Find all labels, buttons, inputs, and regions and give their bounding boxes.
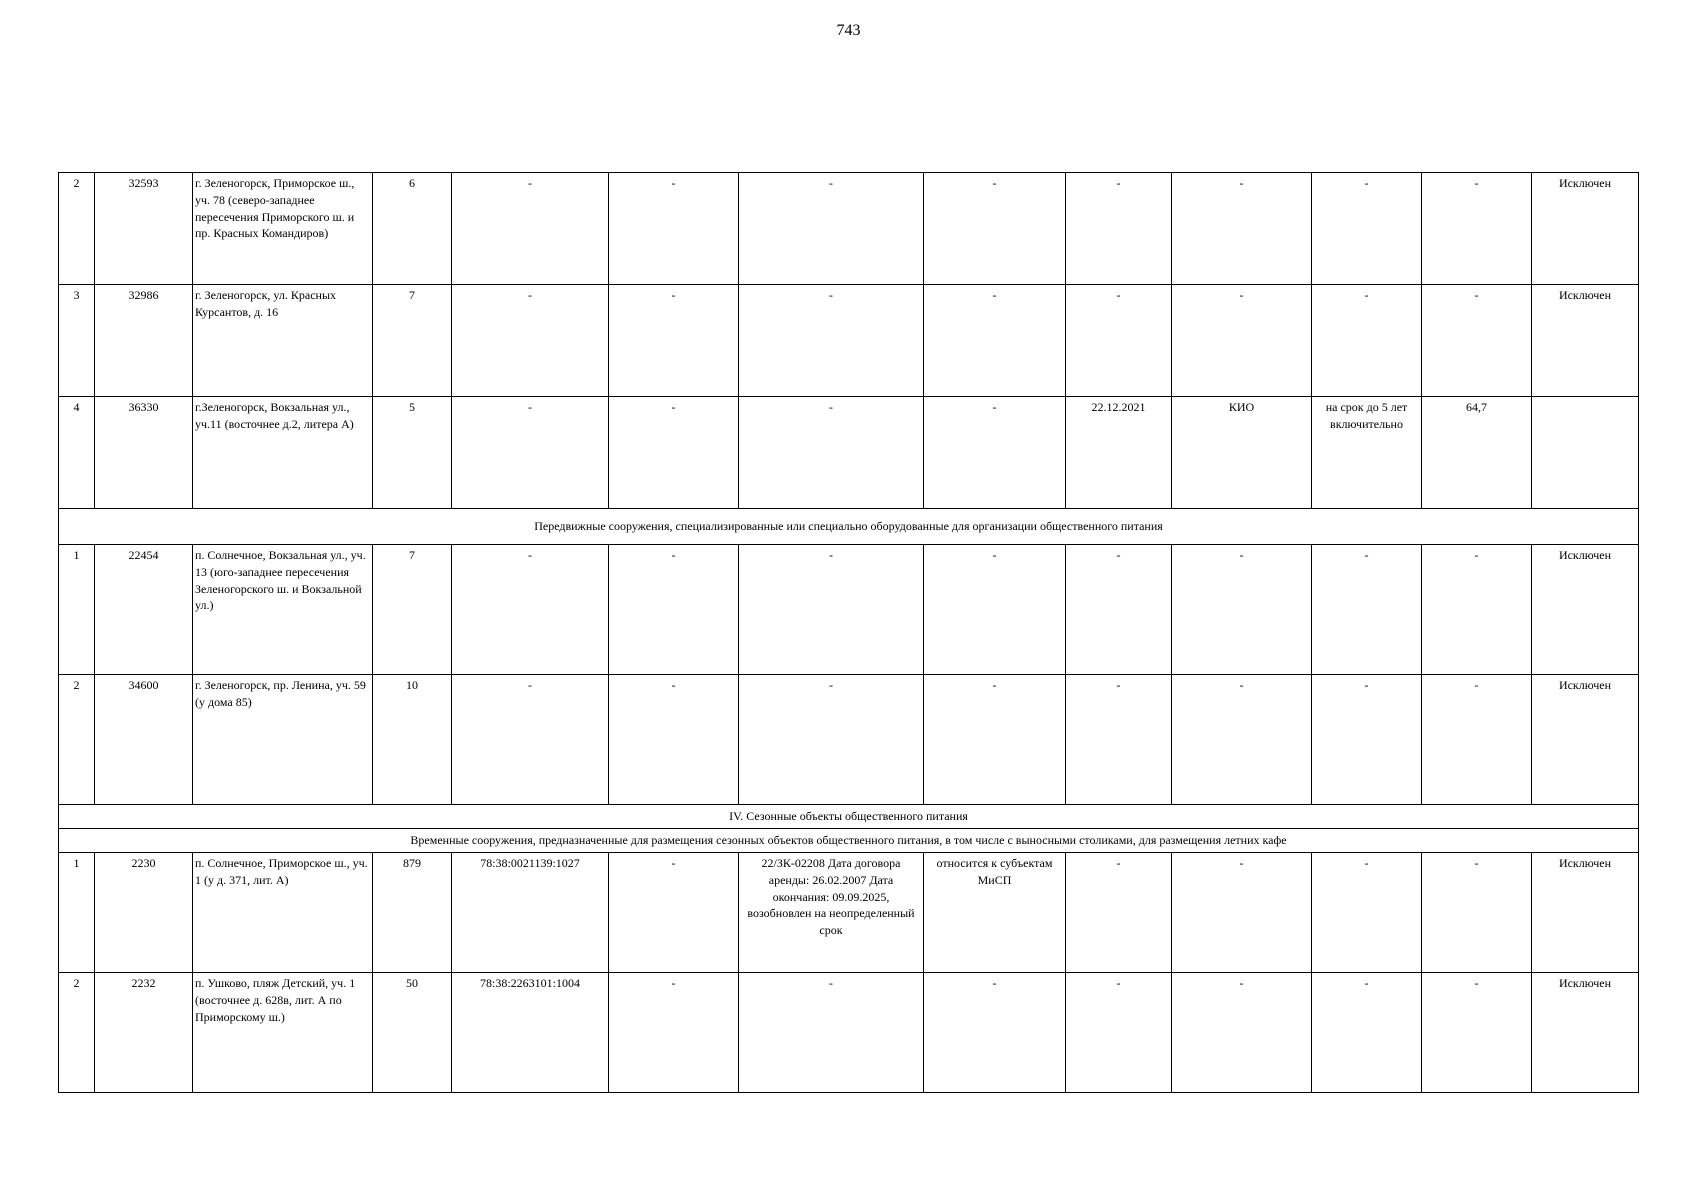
cell-term: - bbox=[1312, 853, 1422, 973]
cell-cadastral: - bbox=[452, 545, 609, 675]
cell-category: - bbox=[924, 173, 1066, 285]
cell-term: - bbox=[1312, 545, 1422, 675]
cell-value: - bbox=[1422, 973, 1532, 1093]
cell-contract: - bbox=[739, 973, 924, 1093]
cell-value: - bbox=[1422, 853, 1532, 973]
cell-cadastral: 78:38:2263101:1004 bbox=[452, 973, 609, 1093]
table-row bbox=[59, 397, 1639, 509]
cell-value: - bbox=[1422, 545, 1532, 675]
section-header-row bbox=[59, 805, 1639, 829]
section-title: IV. Сезонные объекты общественного питания bbox=[59, 805, 1639, 829]
cell-area: 50 bbox=[373, 973, 452, 1093]
table-row bbox=[59, 853, 1639, 973]
table-row bbox=[59, 973, 1639, 1093]
cell-area: 10 bbox=[373, 675, 452, 805]
cell-id: 34600 bbox=[95, 675, 193, 805]
section-header-row bbox=[59, 509, 1639, 545]
cell-date: - bbox=[1066, 285, 1172, 397]
cell-contract: - bbox=[739, 173, 924, 285]
cell-value: - bbox=[1422, 173, 1532, 285]
cell-address: г. Зеленогорск, ул. Красных Курсантов, д. 16 bbox=[193, 285, 373, 397]
cell-col6: - bbox=[609, 853, 739, 973]
cell-authority: - bbox=[1172, 173, 1312, 285]
cell-authority: - bbox=[1172, 545, 1312, 675]
cell-date: 22.12.2021 bbox=[1066, 397, 1172, 509]
cell-col6: - bbox=[609, 973, 739, 1093]
cell-address: г. Зеленогорск, пр. Ленина, уч. 59 (у дома 85) bbox=[193, 675, 373, 805]
cell-cadastral: - bbox=[452, 173, 609, 285]
cell-col6: - bbox=[609, 285, 739, 397]
cell-value: 64,7 bbox=[1422, 397, 1532, 509]
cell-category: - bbox=[924, 285, 1066, 397]
cell-category: - bbox=[924, 545, 1066, 675]
cell-value: - bbox=[1422, 675, 1532, 805]
cell-status: Исключен bbox=[1532, 675, 1639, 805]
cell-term: на срок до 5 лет включительно bbox=[1312, 397, 1422, 509]
table-row bbox=[59, 173, 1639, 285]
cell-cadastral: 78:38:0021139:1027 bbox=[452, 853, 609, 973]
cell-contract: - bbox=[739, 397, 924, 509]
cell-area: 5 bbox=[373, 397, 452, 509]
cell-id: 32593 bbox=[95, 173, 193, 285]
table-row bbox=[59, 675, 1639, 805]
cell-id: 22454 bbox=[95, 545, 193, 675]
cell-col6: - bbox=[609, 545, 739, 675]
cell-id: 36330 bbox=[95, 397, 193, 509]
cell-status bbox=[1532, 397, 1639, 509]
section-title: Временные сооружения, предназначенные для размещения сезонных объектов общественного питания, в том числе с выносными столиками, для размещения летних кафе bbox=[59, 829, 1639, 853]
cell-contract: - bbox=[739, 285, 924, 397]
cell-col6: - bbox=[609, 173, 739, 285]
cell-date: - bbox=[1066, 853, 1172, 973]
cell-col6: - bbox=[609, 675, 739, 805]
cell-term: - bbox=[1312, 173, 1422, 285]
cell-number: 3 bbox=[59, 285, 95, 397]
cell-number: 4 bbox=[59, 397, 95, 509]
cell-status: Исключен bbox=[1532, 173, 1639, 285]
cell-status: Исключен bbox=[1532, 545, 1639, 675]
cell-category: относится к субъектам МиСП bbox=[924, 853, 1066, 973]
cell-value: - bbox=[1422, 285, 1532, 397]
cell-id: 32986 bbox=[95, 285, 193, 397]
cell-authority: - bbox=[1172, 285, 1312, 397]
cell-area: 6 bbox=[373, 173, 452, 285]
table-row bbox=[59, 545, 1639, 675]
cell-category: - bbox=[924, 973, 1066, 1093]
cell-term: - bbox=[1312, 675, 1422, 805]
cell-area: 7 bbox=[373, 285, 452, 397]
cell-term: - bbox=[1312, 973, 1422, 1093]
cell-term: - bbox=[1312, 285, 1422, 397]
cell-authority: - bbox=[1172, 675, 1312, 805]
cell-address: г.Зеленогорск, Вокзальная ул., уч.11 (восточнее д.2, литера А) bbox=[193, 397, 373, 509]
cell-contract: - bbox=[739, 545, 924, 675]
cell-category: - bbox=[924, 675, 1066, 805]
cell-number: 2 bbox=[59, 675, 95, 805]
cell-number: 1 bbox=[59, 853, 95, 973]
section-title: Передвижные сооружения, специализированные или специально оборудованные для организации общественного питания bbox=[59, 509, 1639, 545]
cell-status: Исключен bbox=[1532, 285, 1639, 397]
cell-cadastral: - bbox=[452, 675, 609, 805]
cell-cadastral: - bbox=[452, 285, 609, 397]
cell-area: 879 bbox=[373, 853, 452, 973]
cell-date: - bbox=[1066, 545, 1172, 675]
cell-id: 2230 bbox=[95, 853, 193, 973]
cell-status: Исключен bbox=[1532, 973, 1639, 1093]
cell-date: - bbox=[1066, 973, 1172, 1093]
page-number: 743 bbox=[836, 22, 861, 39]
cell-category: - bbox=[924, 397, 1066, 509]
cell-number: 2 bbox=[59, 973, 95, 1093]
cell-contract: 22/ЗК-02208 Дата договора аренды: 26.02.2007 Дата окончания: 09.09.2025, возобновлен на неопределенный срок bbox=[739, 853, 924, 973]
cell-address: г. Зеленогорск, Приморское ш., уч. 78 (северо-западнее пересечения Приморского ш. и пр. Красных Командиров) bbox=[193, 173, 373, 285]
cell-date: - bbox=[1066, 173, 1172, 285]
table-row bbox=[59, 285, 1639, 397]
cell-cadastral: - bbox=[452, 397, 609, 509]
cell-address: п. Солнечное, Вокзальная ул., уч. 13 (юго-западнее пересечения Зеленогорского ш. и Вокзальной ул.) bbox=[193, 545, 373, 675]
cell-address: п. Ушково, пляж Детский, уч. 1 (восточнее д. 628в, лит. А по Приморскому ш.) bbox=[193, 973, 373, 1093]
cell-authority: - bbox=[1172, 973, 1312, 1093]
section-header-row bbox=[59, 829, 1639, 853]
cell-number: 1 bbox=[59, 545, 95, 675]
cell-authority: - bbox=[1172, 853, 1312, 973]
cell-number: 2 bbox=[59, 173, 95, 285]
cell-contract: - bbox=[739, 675, 924, 805]
cell-id: 2232 bbox=[95, 973, 193, 1093]
cell-status: Исключен bbox=[1532, 853, 1639, 973]
cell-date: - bbox=[1066, 675, 1172, 805]
register-table bbox=[58, 172, 1639, 1093]
cell-authority: КИО bbox=[1172, 397, 1312, 509]
cell-area: 7 bbox=[373, 545, 452, 675]
cell-address: п. Солнечное, Приморское ш., уч. 1 (у д. 371, лит. А) bbox=[193, 853, 373, 973]
cell-col6: - bbox=[609, 397, 739, 509]
